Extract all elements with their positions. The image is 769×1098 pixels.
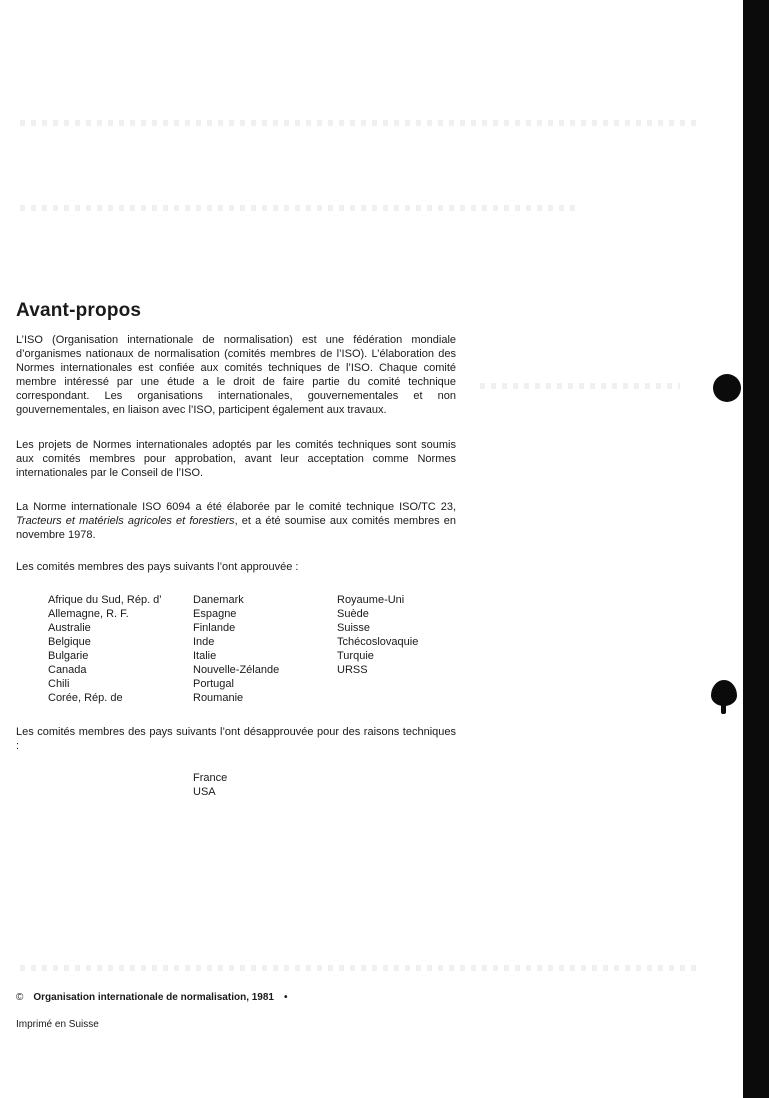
country-item: Roumanie [193, 692, 244, 704]
country-item: Chili [48, 678, 70, 690]
scan-edge-bar [743, 0, 769, 1098]
country-item: Corée, Rép. de [48, 692, 123, 704]
standard-text-start: La Norme internationale ISO 6094 a été élaborée par le comité technique ISO/TC 23, [16, 501, 456, 513]
standard-paragraph [16, 500, 456, 542]
approved-countries-column-2 [193, 593, 279, 705]
bleed-through-text [20, 205, 580, 211]
country-item: USA [193, 786, 216, 798]
bleed-through-text [20, 120, 700, 126]
country-item: France [193, 772, 228, 784]
country-item: Australie [48, 622, 91, 634]
disapproved-intro: Les comités membres des pays suivants l’ont désapprouvée pour des raisons techniques : [16, 726, 456, 752]
country-item: Suède [337, 608, 369, 620]
bleed-through-text [480, 383, 680, 389]
country-item: Italie [193, 650, 217, 662]
country-item: URSS [337, 664, 368, 676]
country-item: Royaume-Uni [337, 594, 405, 606]
approved-countries-column-3 [337, 593, 418, 677]
copyright-line [16, 992, 288, 1003]
punch-hole-bottom [711, 680, 737, 706]
country-item: Allemagne, R. F. [48, 608, 129, 620]
country-item: Inde [193, 636, 215, 648]
disapproved-countries [193, 771, 227, 799]
country-item: Turquie [337, 650, 374, 662]
standard-text-end: , et a été soumise aux comités membres en novembre 1978. [16, 515, 456, 541]
country-item: Afrique du Sud, Rép. d’ [48, 594, 162, 606]
page-title: Avant-propos [16, 300, 142, 321]
country-item: Tchécoslovaquie [337, 636, 419, 648]
country-item: Danemark [193, 594, 244, 606]
copyright-symbol: © [16, 992, 24, 1003]
country-item: Nouvelle-Zélande [193, 664, 280, 676]
country-item: Bulgarie [48, 650, 89, 662]
approved-countries-column-1 [48, 593, 162, 705]
country-item: Finlande [193, 622, 236, 634]
bullet-icon: • [284, 992, 288, 1003]
copyright-organisation: Organisation internationale de normalisation, 1981 [33, 992, 274, 1003]
bleed-through-text [20, 965, 700, 971]
printed-in: Imprimé en Suisse [16, 1019, 99, 1030]
intro-paragraph: L’ISO (Organisation internationale de normalisation) est une fédération mondiale d’organismes nationaux de normalisation (comités membres de l’ISO). L’élaboration des Normes internationales est confiée aux comités techniques de l’ISO. Chaque comité membre intéressé par une étude a le droit de faire partie du comité technique correspondant. Les organisations internationales, gouvernementales et non gouvernementales, en liaison avec l’ISO, participent également aux travaux. [16, 334, 456, 416]
country-item: Belgique [48, 636, 91, 648]
country-item: Espagne [193, 608, 237, 620]
approved-intro: Les comités membres des pays suivants l’ont approuvée : [16, 561, 299, 573]
country-item: Canada [48, 664, 87, 676]
projects-paragraph: Les projets de Normes internationales adoptés par les comités techniques sont soumis aux comités membres pour approbation, avant leur acceptation comme Normes internationales par le Conseil de l’ISO. [16, 439, 456, 479]
country-item: Portugal [193, 678, 234, 690]
country-item: Suisse [337, 622, 371, 634]
punch-hole-top [713, 374, 741, 402]
standard-committee-title: Tracteurs et matériels agricoles et forestiers [16, 515, 235, 527]
